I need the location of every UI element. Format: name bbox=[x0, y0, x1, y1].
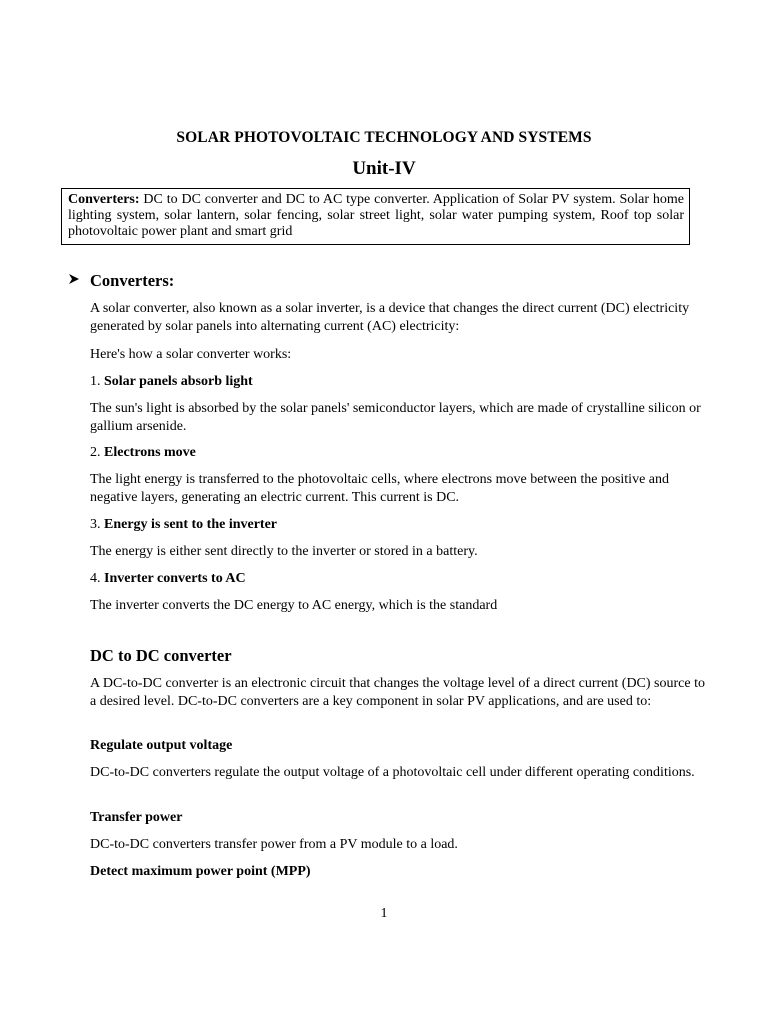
step-description: The sun's light is absorbed by the solar panels' semiconductor layers, which are made of crystalline silicon or gallium arsenide. bbox=[90, 401, 701, 434]
dc-dc-intro bbox=[90, 675, 710, 711]
item-description: DC-to-DC converters regulate the output voltage of a photovoltaic cell under different operating conditions. bbox=[90, 765, 695, 780]
dc-dc-heading: DC to DC converter bbox=[90, 646, 232, 665]
step-title: Inverter converts to AC bbox=[104, 571, 246, 586]
how-it-works bbox=[90, 346, 710, 364]
page-number: 1 bbox=[380, 906, 388, 921]
dc-dc-intro-text: A DC-to-DC converter is an electronic circuit that changes the voltage level of a direct current (DC) source to a desired level. DC-to-DC converters are a key component in solar PV applications, and are used to: bbox=[90, 676, 705, 709]
step-title: Electrons move bbox=[104, 445, 196, 460]
document-title: SOLAR PHOTOVOLTAIC TECHNOLOGY AND SYSTEMS bbox=[176, 129, 592, 146]
dc-dc-item-1-description bbox=[90, 764, 710, 782]
step-title: Energy is sent to the inverter bbox=[104, 517, 278, 532]
step-1-description bbox=[90, 400, 710, 436]
unit-title: Unit-IV bbox=[352, 158, 416, 179]
step-4-description bbox=[90, 597, 710, 615]
converters-heading-label: Converters: bbox=[90, 271, 175, 290]
step-2-description bbox=[90, 471, 710, 507]
step-number: 1. bbox=[90, 374, 104, 389]
dc-dc-item-3-title bbox=[90, 863, 710, 881]
item-title: Detect maximum power point (MPP) bbox=[90, 864, 311, 879]
step-description: The inverter converts the DC energy to AC energy, which is the standard bbox=[90, 598, 498, 613]
syllabus-text: DC to DC converter and DC to AC type converter. Application of Solar PV system. Solar home lighting system, solar lantern, solar fencing, solar street light, solar water pumping system, Roof top solar photovoltaic power plant and smart grid bbox=[68, 192, 684, 239]
step-3-title bbox=[90, 516, 710, 534]
dc-dc-item-1-title bbox=[90, 737, 710, 755]
step-number: 3. bbox=[90, 517, 104, 532]
step-3-description bbox=[90, 543, 710, 561]
dc-dc-item-2-description bbox=[90, 836, 710, 854]
dc-dc-item-2-title bbox=[90, 809, 710, 827]
step-number: 2. bbox=[90, 445, 104, 460]
converters-intro bbox=[90, 300, 710, 336]
arrow-bullet-icon bbox=[68, 273, 80, 289]
step-description: The light energy is transferred to the photovoltaic cells, where electrons move between the positive and negative layers, generating an electric current. This current is DC. bbox=[90, 472, 669, 505]
step-number: 4. bbox=[90, 571, 104, 586]
syllabus-box bbox=[61, 188, 690, 245]
syllabus-lead: Converters: bbox=[68, 192, 140, 207]
how-it-works-text: Here's how a solar converter works: bbox=[90, 347, 292, 362]
step-title: Solar panels absorb light bbox=[104, 374, 253, 389]
step-description: The energy is either sent directly to the inverter or stored in a battery. bbox=[90, 544, 478, 559]
item-title: Transfer power bbox=[90, 810, 183, 825]
item-title: Regulate output voltage bbox=[90, 738, 233, 753]
step-4-title bbox=[90, 570, 710, 588]
step-2-title bbox=[90, 444, 710, 462]
step-1-title bbox=[90, 373, 710, 391]
converters-intro-text: A solar converter, also known as a solar inverter, is a device that changes the direct current (DC) electricity generated by solar panels into alternating current (AC) electricity: bbox=[90, 301, 690, 334]
converters-heading bbox=[68, 271, 174, 291]
item-description: DC-to-DC converters transfer power from a PV module to a load. bbox=[90, 837, 458, 852]
